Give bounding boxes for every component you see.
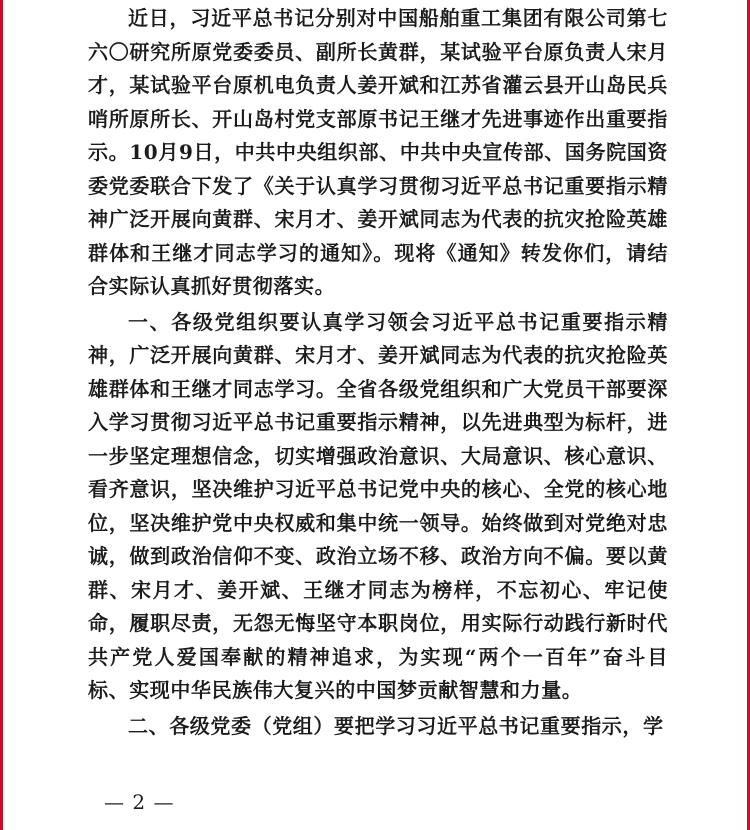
paragraph-section-two: 二、各级党委（党组）要把学习习近平总书记重要指示，学	[128, 713, 664, 738]
paragraph-section-one: 一、各级党组织要认真学习领会习近平总书记重要指示精神，广泛开展向黄群、宋月才、姜开斌同志为代表的抗灾抢险英雄群体和王继才同志学习。全省各级党组织和广大党员干部要深入学习贯彻习近平总书记重要指示精神，以先进典型为标杆，进一步坚定理想信念，切实增强政治意识、大局意识、核心意识、看齐意识，坚决维护习近平总书记党中央的核心、全党的核心地位，坚决维护党中央权威和集中统一领导。始终做到对党绝对忠诚，做到政治信仰不变、政治立场不移、政治方向不偏。要以黄群、宋月才、姜开斌、王继才同志为榜样，不忘初心、牢记使命，履职尽责，无怨无悔坚守本职岗位，用实际行动践行新时代共产党人爱国奉献的精神追求，为实现“两个一百年”奋斗目标、实现中华民族伟大复兴的中国梦贡献智慧和力量。	[88, 309, 668, 702]
paragraph-intro: 近日，习近平总书记分别对中国船舶重工集团有限公司第七六〇研究所原党委委员、副所长黄群，某试验平台原负责人宋月才，某试验平台原机电负责人姜开斌和江苏省灌云县开山岛民兵哨所原所长、开山岛村党支部原书记王继才先进事迹作出重要指示。10月9日，中共中央组织部、中共中央宣传部、国务院国资委党委联合下发了《关于认真学习贯彻习近平总书记重要指示精神广泛开展向黄群、宋月才、姜开斌同志为代表的抗灾抢险英雄群体和王继才同志学习的通知》。现将《通知》转发你们，请结合实际认真抓好贯彻落实。	[88, 6, 668, 298]
page-number: — 2 —	[104, 790, 175, 814]
document-body	[88, 2, 668, 743]
